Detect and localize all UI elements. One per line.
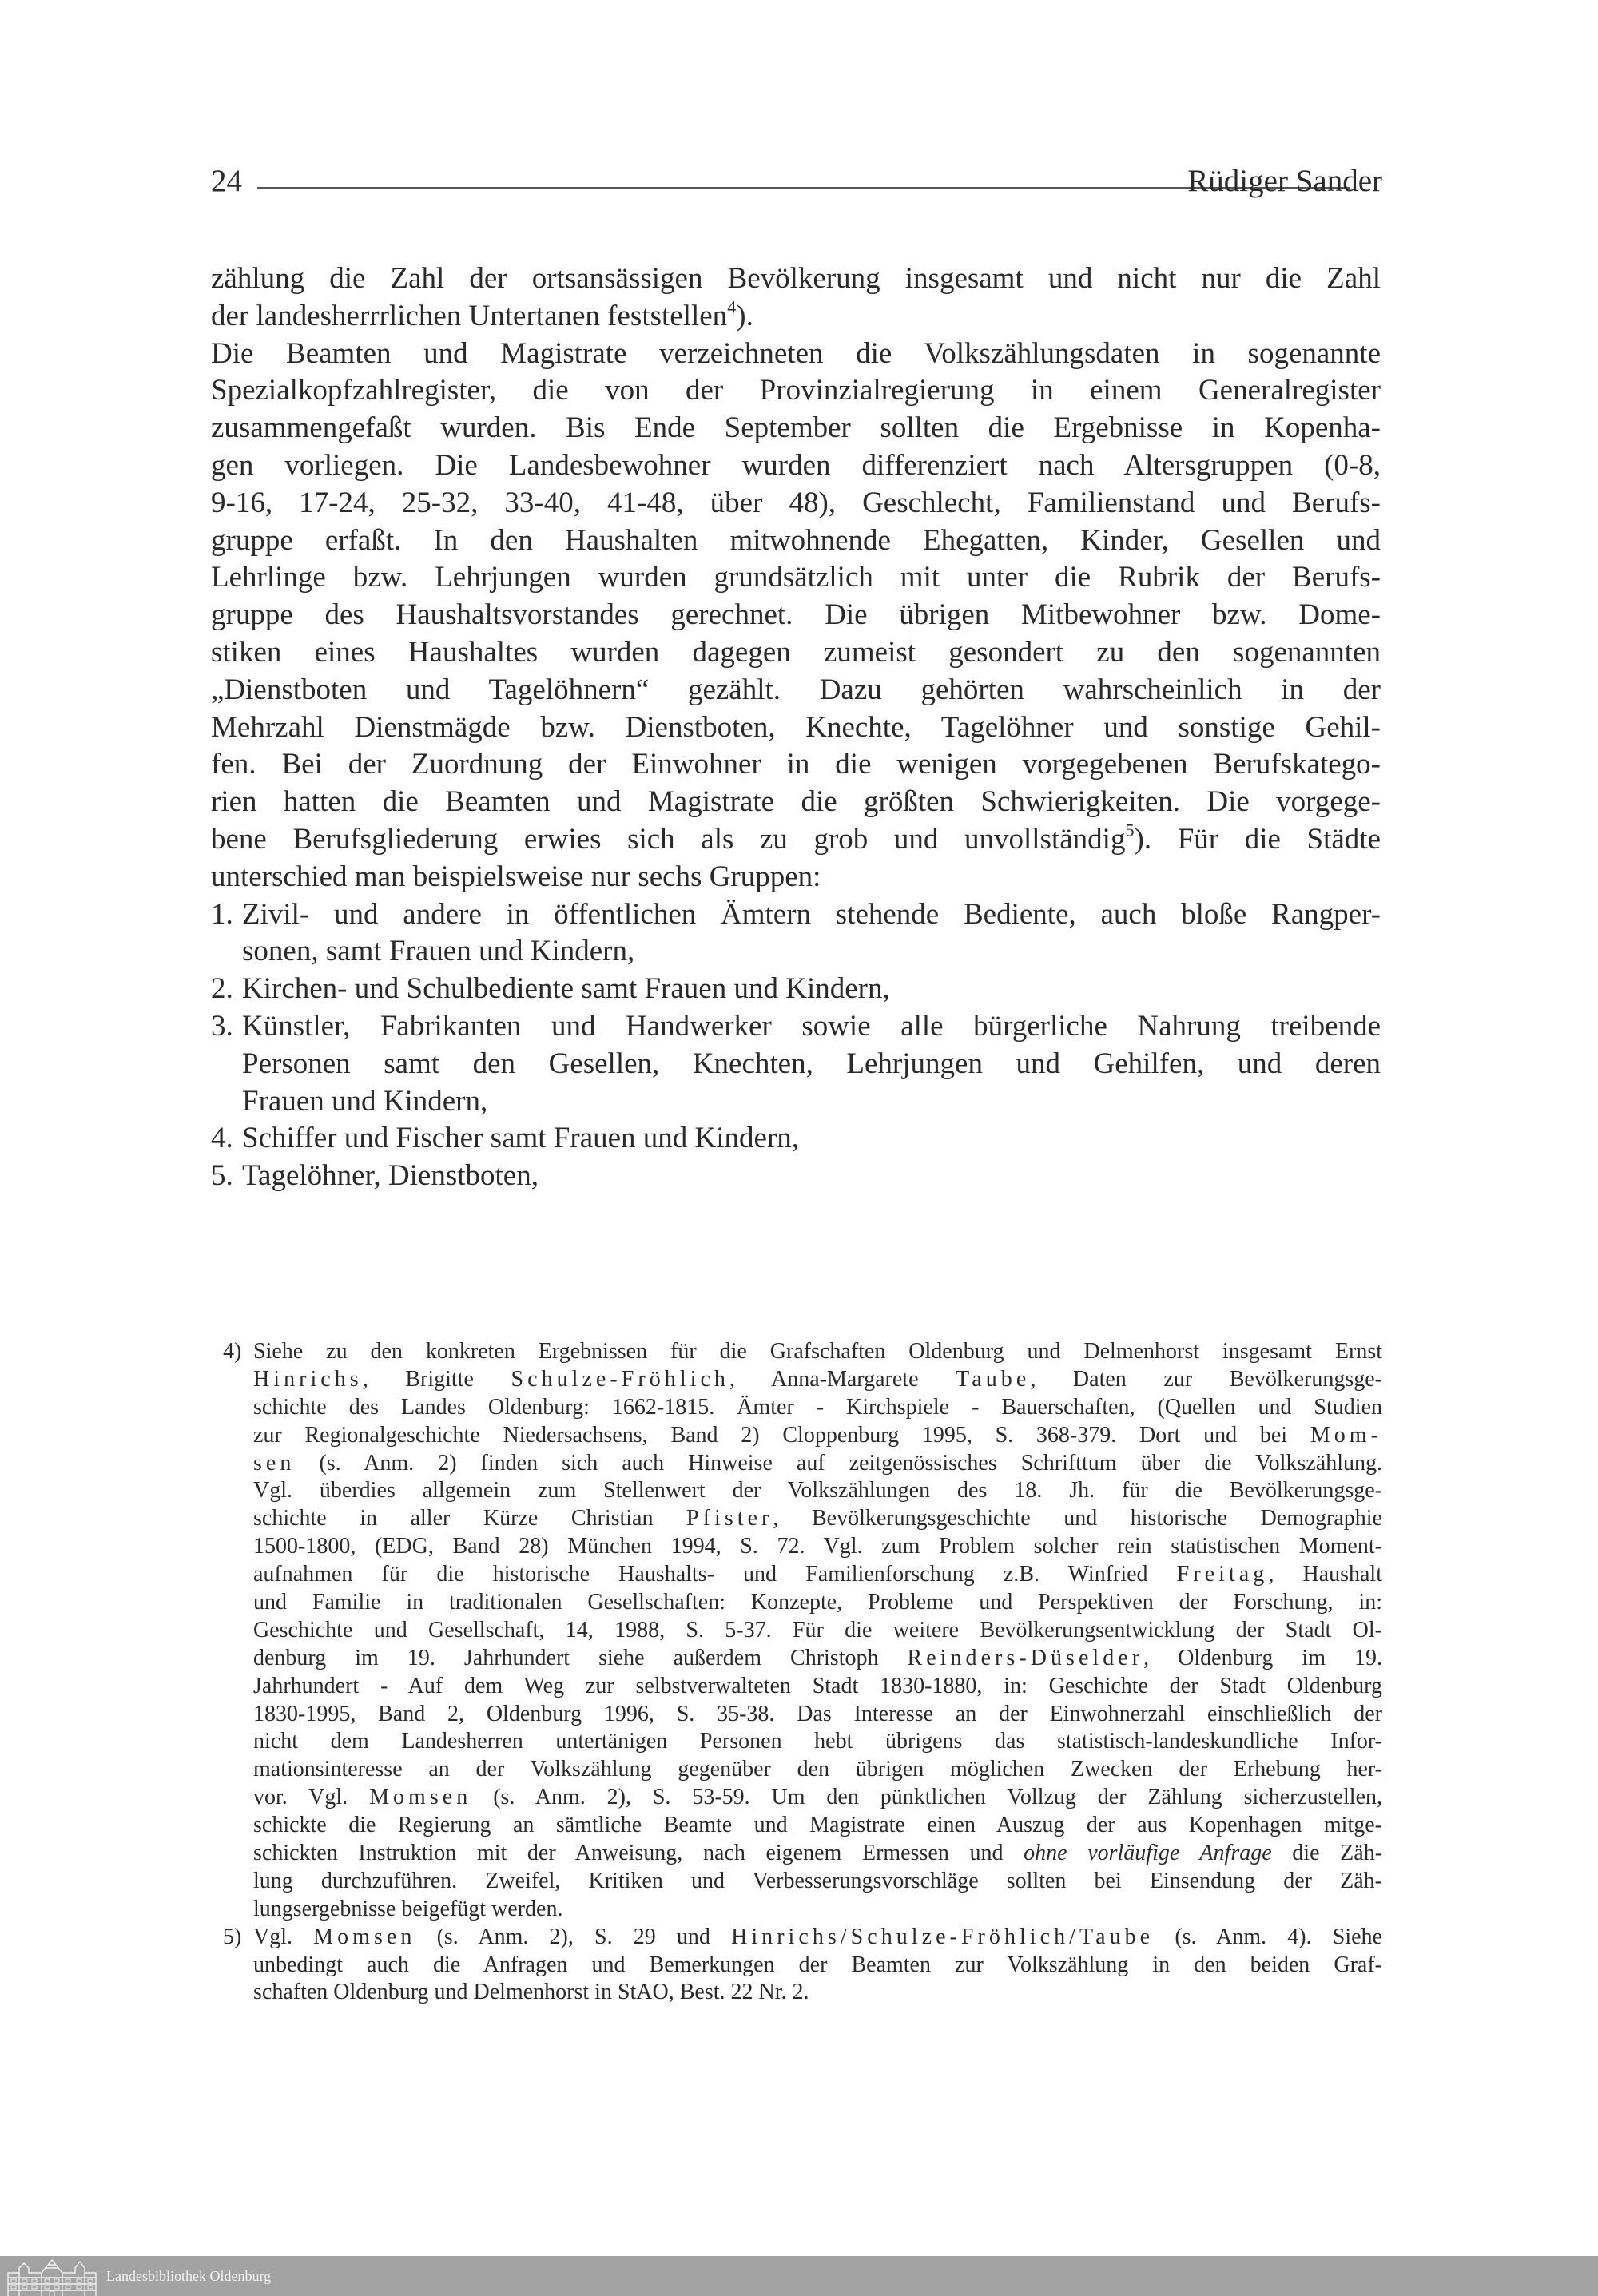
footnote-line: Geschichte und Gesellschaft, 14, 1988, S. 5-37. Für die weitere Bevölkerungsentwicklung der Stadt Ol- (253, 1617, 1382, 1643)
list-number: 4. (211, 1122, 233, 1155)
footnote-text: aufnahmen für die historische Haushalts- und Familienforschung z.B. Winfried (253, 1562, 1177, 1587)
body-line: Lehrlinge bzw. Lehrjungen wurden grundsätzlich mit unter die Rubrik der Berufs- (211, 561, 1381, 594)
footnote-line: Vgl. überdies allgemein zum Stellenwert der Volkszählungen des 18. Jh. für die Bevölkerungsge- (253, 1478, 1382, 1504)
footnote-marker: 5) (223, 1924, 242, 1949)
footnote-ref-4[interactable]: 4 (727, 296, 737, 317)
body-line: „Dienstboten und Tagelöhnern“ gezählt. Dazu gehörten wahrscheinlich in der (211, 673, 1381, 706)
footnote-line (223, 1784, 1382, 1812)
list-number: 3. (211, 1009, 233, 1043)
list-item-text: Schiffer und Fischer samt Frauen und Kindern, (242, 1122, 800, 1155)
footnote-text: (s. Anm. 2), S. 53-59. Um den pünktlichen Vollzug der Zählung sicherzustellen, (471, 1785, 1383, 1810)
author-name: Pfister (686, 1506, 773, 1531)
body-line: gen vorliegen. Die Landesbewohner wurden differenziert nach Altersgruppen (0-8, (211, 448, 1381, 482)
footnote-line: unbedingt auch die Anfragen und Bemerkungen der Beamten zur Volkszählung in den beiden Graf- (253, 1952, 1382, 1977)
list-number: 1. (211, 897, 233, 931)
footnote-text: Siehe zu den konkreten Ergebnissen für die Grafschaften Oldenburg und Delmenhorst insgesamt Ernst (253, 1339, 1382, 1364)
author-name: Hinrichs/Schulze-Fröhlich/Taube (731, 1924, 1155, 1949)
footnote-line (223, 1366, 1382, 1394)
body-line: gruppe erfaßt. In den Haushalten mitwohnende Ehegatten, Kinder, Gesellen und (211, 523, 1381, 557)
footnote-line: mationsinteresse an der Volkszählung gegenüber den übrigen möglichen Zwecken der Erhebung her- (253, 1757, 1382, 1782)
footnote-text: , Oldenburg im 19. (1143, 1645, 1382, 1670)
body-line (211, 821, 1381, 859)
footnote-line: nicht dem Landesherren untertänigen Personen hebt übrigens das statistisch-landeskundliche Infor- (253, 1729, 1382, 1754)
library-footer-bar (0, 2256, 1598, 2296)
footnote-text: (s. Anm. 2) finden sich auch Hinweise auf zeitgenössisches Schrifttum über die Volkszählung. (295, 1450, 1382, 1476)
footnote-line: lungsergebnisse beigefügt werden. (253, 1896, 563, 1921)
list-number: 2. (211, 972, 233, 1006)
running-head-author: Rüdiger Sander (1187, 164, 1382, 198)
list-item-text: Zivil- und andere in öffentlichen Ämtern stehende Bediente, auch bloße Rangper- (242, 897, 1381, 931)
page-number: 24 (211, 164, 242, 198)
footnote-marker: 4) (223, 1339, 242, 1364)
list-item-text: Künstler, Fabrikanten und Handwerker sowie alle bürgerliche Nahrung treibende (242, 1009, 1381, 1043)
footnote-text: schickten Instruktion mit der Anweisung, nach eigenem Ermessen und (253, 1841, 1024, 1866)
body-line: zusammengefaßt wurden. Bis Ende September sollten die Ergebnisse in Kopenha- (211, 411, 1381, 445)
list-item (211, 1158, 1381, 1195)
list-item (211, 971, 1381, 1008)
author-name: Hinrichs (253, 1366, 363, 1392)
footnote-text: denburg im 19. Jahrhundert siehe außerdem Christoph (253, 1645, 908, 1670)
footnote-text: , Anna-Margarete (729, 1366, 956, 1392)
list-item-continuation: Personen samt den Gesellen, Knechten, Lehrjungen und Gehilfen, und deren (242, 1047, 1381, 1080)
author-name: sen (253, 1450, 296, 1476)
footnote-text: (s. Anm. 4). Siehe (1154, 1924, 1382, 1949)
footnote-text: (s. Anm. 2), S. 29 und (415, 1924, 732, 1949)
footnote-ref-5[interactable]: 5 (1125, 820, 1135, 840)
body-line (211, 298, 1381, 336)
footnote-text: , Daten zur Bevölkerungsge- (1030, 1366, 1382, 1392)
list-item (211, 1120, 1381, 1158)
footnote-text: zur Regionalgeschichte Niedersachsens, Band 2) Cloppenburg 1995, S. 368-379. Dort und bei (253, 1422, 1310, 1448)
footnote-text: Vgl. (253, 1924, 314, 1949)
author-name: Schulze-Fröhlich (511, 1366, 729, 1392)
footnote-line: 1830-1995, Band 2, Oldenburg 1996, S. 35-38. Das Interesse an der Einwohnerzahl einschließlich der (253, 1701, 1382, 1726)
footnote-text: , Bevölkerungsgeschichte und historische Demographie (773, 1506, 1382, 1531)
author-name: Momsen (313, 1924, 416, 1949)
footnotes (223, 1338, 1382, 2007)
footnote-4 (223, 1338, 1382, 1366)
body-line-text: bene Berufsgliederung erwies sich als zu grob und unvollständig (211, 822, 1126, 856)
footnote-line: 1500-1800, (EDG, Band 28) München 1994, S. 72. Vgl. zum Problem solcher rein statistischen Moment- (253, 1534, 1382, 1559)
author-name: Momsen (369, 1785, 472, 1810)
list-item-text: Kirchen- und Schulbediente samt Frauen und Kindern, (242, 972, 890, 1006)
body-line: 9-16, 17-24, 25-32, 33-40, 41-48, über 48), Geschlecht, Familienstand und Berufs- (211, 486, 1381, 519)
footnote-line: schaften Oldenburg und Delmenhorst in StAO, Best. 22 Nr. 2. (253, 1980, 809, 2005)
body-line: stiken eines Haushaltes wurden dagegen zumeist gesondert zu den sogenannten (211, 635, 1381, 669)
footnote-line (223, 1422, 1382, 1450)
author-name: Mom- (1310, 1422, 1382, 1448)
emphasized-text: ohne vorläufige Anfrage (1024, 1841, 1272, 1866)
body-line: Spezialkopfzahlregister, die von der Provinzialregierung in einem Generalregister (211, 374, 1381, 407)
footnote-text: schichte in aller Kürze Christian (253, 1506, 687, 1531)
library-name: Landesbibliothek Oldenburg (106, 2268, 272, 2284)
body-line: zählung die Zahl der ortsansässigen Bevölkerung insgesamt und nicht nur die Zahl (211, 262, 1381, 295)
list-item (211, 1008, 1381, 1046)
list-number: 5. (211, 1159, 233, 1193)
library-building-icon (6, 2257, 97, 2296)
author-name: Taube (956, 1366, 1031, 1392)
footnote-line (223, 1450, 1382, 1478)
footnote-line: und Familie in traditionalen Gesellschaften: Konzepte, Probleme und Perspektiven der Forschung, in: (253, 1590, 1382, 1615)
body-line: fen. Bei der Zuordnung der Einwohner in die wenigen vorgegebenen Berufskatego- (211, 748, 1381, 781)
body-line: unterschied man beispielsweise nur sechs Gruppen: (211, 860, 821, 893)
footnote-line: Jahrhundert - Auf dem Weg zur selbstverwalteten Stadt 1830-1880, in: Geschichte der Stadt Oldenburg (253, 1673, 1382, 1698)
body-line: rien hatten die Beamten und Magistrate die größten Schwierigkeiten. Die vorgege- (211, 785, 1381, 819)
body-line: Mehrzahl Dienstmägde bzw. Dienstboten, Knechte, Tagelöhner und sonstige Gehil- (211, 710, 1381, 744)
footnote-line: lung durchzuführen. Zweifel, Kritiken und Verbesserungsvorschläge sollten bei Einsendung der Zäh- (253, 1868, 1382, 1893)
list-item-continuation: Frauen und Kindern, (242, 1084, 488, 1118)
footnote-line (223, 1505, 1382, 1533)
body-line-text: ). (736, 299, 753, 332)
footnote-text: vor. Vgl. (253, 1785, 370, 1810)
footnote-line: schickte die Regierung an sämtliche Beamte und Magistrate einen Auszug der aus Kopenhagen mitge- (253, 1813, 1382, 1838)
header-rule (257, 187, 1350, 189)
author-name: Freitag (1176, 1562, 1269, 1587)
footnote-line (223, 1645, 1382, 1673)
footnote-line: schichte des Landes Oldenburg: 1662-1815. Ämter - Kirchspiele - Bauerschaften, (Quellen und Studien (253, 1394, 1382, 1420)
footnote-line (223, 1561, 1382, 1589)
body-line: gruppe des Haushaltsvorstandes gerechnet. Die übrigen Mitbewohner bzw. Dome- (211, 598, 1381, 632)
body-text (211, 260, 1381, 1195)
list-item-text: Tagelöhner, Dienstboten, (242, 1159, 539, 1193)
body-line-text: ). Für die Städte (1134, 822, 1381, 856)
footnote-text: , Haushalt (1268, 1562, 1382, 1587)
footnote-text: , Brigitte (362, 1366, 511, 1392)
body-line: Die Beamten und Magistrate verzeichneten die Volkszählungsdaten in sogenannte (211, 336, 1381, 370)
running-header (211, 162, 1382, 202)
footnote-5 (223, 1924, 1382, 1952)
footnote-text: die Zäh- (1271, 1841, 1383, 1866)
footnote-line (223, 1840, 1382, 1868)
body-line-text: der landesherrrlichen Untertanen feststellen (211, 299, 728, 332)
author-name: Reinders-Düselder (907, 1645, 1144, 1670)
list-item-continuation: sonen, samt Frauen und Kindern, (242, 935, 635, 968)
list-item (211, 896, 1381, 934)
occupation-list (211, 896, 1381, 1195)
